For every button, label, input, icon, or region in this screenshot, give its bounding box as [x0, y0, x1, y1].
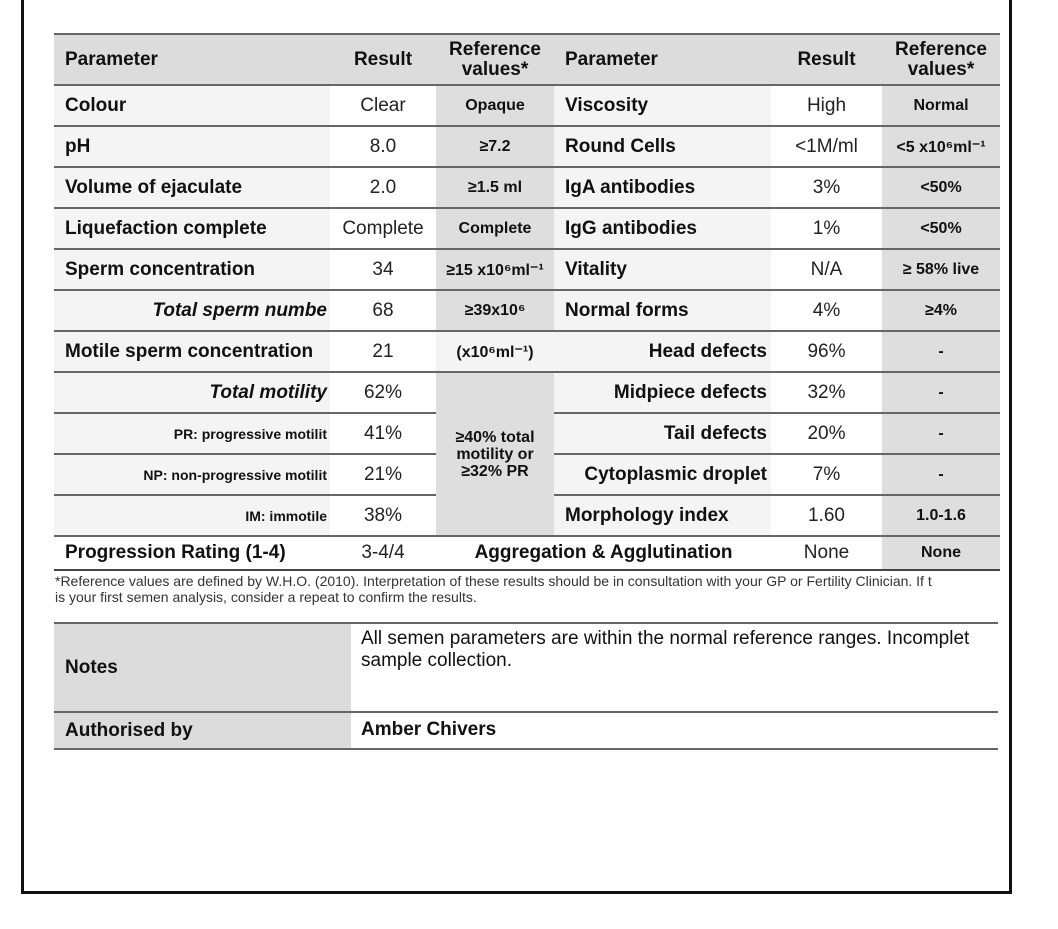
param-cell-2: Midpiece defects: [554, 372, 771, 413]
header-reference: Reference values*: [436, 34, 554, 85]
reference-cell-2: -: [882, 331, 1000, 372]
table-row: [54, 290, 1000, 331]
motility-reference-cell: ≥40% total motility or ≥32% PR: [436, 372, 554, 536]
param-cell-2: IgA antibodies: [554, 167, 771, 208]
param-cell: IM: immotile: [54, 495, 330, 536]
param-cell: PR: progressive motilit: [54, 413, 330, 454]
result-cell-2: 3%: [771, 167, 882, 208]
reference-cell-2: ≥ 58% live: [882, 249, 1000, 290]
results-table: [54, 33, 1000, 571]
result-cell: 8.0: [330, 126, 436, 167]
reference-cell-2: -: [882, 413, 1000, 454]
param-cell: Volume of ejaculate: [54, 167, 330, 208]
footnote-line-1: *Reference values are defined by W.H.O. (2010). Interpretation of these results should be in consultation with your GP or Fertility Clinician. If t: [55, 573, 932, 589]
result-cell-2: 4%: [771, 290, 882, 331]
table-row: [54, 372, 1000, 413]
param-cell: Total sperm numbe: [54, 290, 330, 331]
result-cell-2: N/A: [771, 249, 882, 290]
param-cell: Liquefaction complete: [54, 208, 330, 249]
reference-cell-2: <50%: [882, 167, 1000, 208]
result-cell: Complete: [330, 208, 436, 249]
reference-cell-2: -: [882, 454, 1000, 495]
param-cell-2: Viscosity: [554, 85, 771, 126]
param-cell: NP: non-progressive motilit: [54, 454, 330, 495]
footnote: [55, 573, 1058, 605]
notes-row: [54, 623, 998, 712]
notes-table: [54, 622, 998, 750]
reference-cell-2: <50%: [882, 208, 1000, 249]
result-cell: 38%: [330, 495, 436, 536]
result-cell: 62%: [330, 372, 436, 413]
reference-cell: Opaque: [436, 85, 554, 126]
result-cell: 34: [330, 249, 436, 290]
reference-cell: Complete: [436, 208, 554, 249]
header-result: Result: [330, 34, 436, 85]
result-cell-2: 1%: [771, 208, 882, 249]
result-cell-2: <1M/ml: [771, 126, 882, 167]
result-cell-2: 32%: [771, 372, 882, 413]
param-cell-2: Morphology index: [554, 495, 771, 536]
header-parameter: Parameter: [54, 34, 330, 85]
result-cell-2: 7%: [771, 454, 882, 495]
table-row: [54, 126, 1000, 167]
authorised-name: Amber Chivers: [351, 712, 998, 749]
param-cell: pH: [54, 126, 330, 167]
result-cell: 2.0: [330, 167, 436, 208]
param-cell: Sperm concentration: [54, 249, 330, 290]
footnote-line-2: is your first semen analysis, consider a repeat to confirm the results.: [55, 589, 477, 605]
reference-cell: ≥1.5 ml: [436, 167, 554, 208]
progression-label: Progression Rating (1-4): [54, 536, 330, 570]
notes-text-line-1: All semen parameters are within the normal reference ranges. Incomplet: [361, 628, 970, 649]
aggregation-result: None: [771, 536, 882, 570]
header-parameter-2: Parameter: [554, 34, 771, 85]
notes-text: [351, 623, 998, 712]
reference-cell: ≥7.2: [436, 126, 554, 167]
table-row: [54, 208, 1000, 249]
result-cell-2: 20%: [771, 413, 882, 454]
result-cell-2: High: [771, 85, 882, 126]
param-cell-2: Head defects: [554, 331, 771, 372]
result-cell: Clear: [330, 85, 436, 126]
reference-cell: ≥39x10⁶: [436, 290, 554, 331]
notes-label: Notes: [54, 623, 351, 712]
aggregation-reference: None: [882, 536, 1000, 570]
result-cell: 68: [330, 290, 436, 331]
progression-result: 3-4/4: [330, 536, 436, 570]
table-row: [54, 85, 1000, 126]
result-cell-2: 1.60: [771, 495, 882, 536]
param-cell: Motile sperm concentration: [54, 331, 330, 372]
table-row: [54, 167, 1000, 208]
param-cell-2: Vitality: [554, 249, 771, 290]
reference-cell: (x10⁶ml⁻¹): [436, 331, 554, 372]
reference-cell-2: 1.0-1.6: [882, 495, 1000, 536]
param-cell: Colour: [54, 85, 330, 126]
progression-row: [54, 536, 1000, 570]
result-cell: 21%: [330, 454, 436, 495]
param-cell-2: Normal forms: [554, 290, 771, 331]
param-cell-2: Round Cells: [554, 126, 771, 167]
param-cell-2: Cytoplasmic droplet: [554, 454, 771, 495]
table-row: [54, 249, 1000, 290]
param-cell-2: IgG antibodies: [554, 208, 771, 249]
result-cell-2: 96%: [771, 331, 882, 372]
authorised-label: Authorised by: [54, 712, 351, 749]
reference-cell-2: Normal: [882, 85, 1000, 126]
authorised-row: [54, 712, 998, 749]
header-result-2: Result: [771, 34, 882, 85]
notes-text-line-2: sample collection.: [361, 650, 513, 671]
table-header-row: [54, 34, 1000, 85]
aggregation-label: Aggregation & Agglutination: [436, 536, 771, 570]
header-reference-2: Reference values*: [882, 34, 1000, 85]
param-cell: Total motility: [54, 372, 330, 413]
table-row: [54, 331, 1000, 372]
reference-cell-2: <5 x10⁶ml⁻¹: [882, 126, 1000, 167]
reference-cell: ≥15 x10⁶ml⁻¹: [436, 249, 554, 290]
param-cell-2: Tail defects: [554, 413, 771, 454]
result-cell: 21: [330, 331, 436, 372]
reference-cell-2: -: [882, 372, 1000, 413]
result-cell: 41%: [330, 413, 436, 454]
reference-cell-2: ≥4%: [882, 290, 1000, 331]
